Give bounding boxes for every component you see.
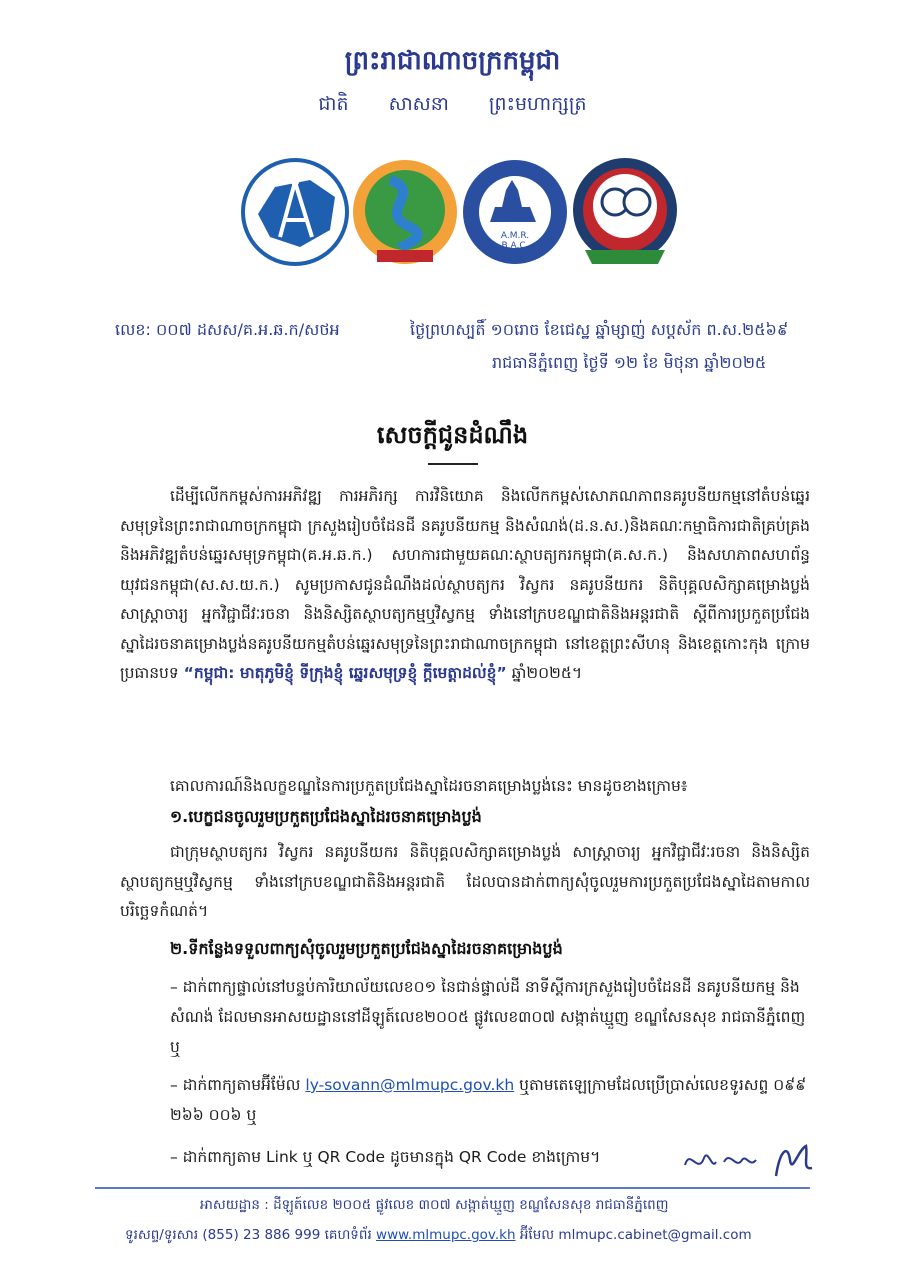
submission-bullet-qr: – ដាក់ពាក្យតាម Link ឬ QR Code ដូចមានក្នុង QR Code ខាងក្រោម។ bbox=[170, 1148, 601, 1166]
cambodia-map-compass-logo bbox=[243, 160, 347, 264]
angkor-bac-logo bbox=[463, 160, 567, 264]
motto-king: ព្រះមហាក្សត្រ bbox=[488, 93, 587, 115]
section1-heading: ១.បេក្ខជនចូលរួមប្រកួតប្រជែងស្នាដៃរចនាគម្រោងប្លង់ bbox=[170, 807, 482, 826]
section1-body: ជាក្រុមស្ថាបត្យករ វិស្វករ នគរូបនីយករ និតិបុគ្គលសិក្សាគម្រោងប្លង់ សាស្ត្រាចារ្យ អ្នកវិជ្ជាជីវៈរចនា និងនិស្សិតស្ថាបត្យកម្មឬវិស្វកម្ម ទាំងនៅក្របខណ្ឌជាតិនិងអន្តរជាតិ ដែលបានដាក់ពាក្យសុំចូលរួមការប្រកួតប្រជែងស្នាដៃតាមកាលបរិច្ឆេទកំណត់។ bbox=[120, 843, 810, 920]
footer-contacts bbox=[125, 1226, 752, 1246]
section2-heading: ២.ទីកន្លែងទទួលពាក្យសុំចូលរួមប្រកួតប្រជែងស្នាដៃរចនាគម្រោងប្លង់ bbox=[170, 939, 563, 958]
email-label: អ៊ីមែល bbox=[519, 1227, 555, 1243]
motto-nation: ជាតិ bbox=[318, 93, 349, 115]
lunar-date: ថ្ងៃព្រហស្បតិ៍ ១០រោច ខែជេស្ឋ ឆ្នាំម្សាញ់ សប្តស័ក ព.ស.២៥៦៩ bbox=[410, 320, 789, 339]
intro-paragraph bbox=[120, 482, 810, 689]
intro-body: ដើម្បីលើកកម្ពស់ការអភិវឌ្ឍ ការអភិរក្ស ការវិនិយោគ និងលើកកម្ពស់សោភណភាពនគរូបនីយកម្មនៅតំបន់ឆ្នេរសមុទ្រនៃព្រះរាជាណាចក្រកម្ពុជា ក្រសួងរៀបចំដែនដី នគរូបនីយកម្ម និងសំណង់(ដ.ន.ស.)និងគណៈកម្មាធិការជាតិគ្រប់គ្រងនិងអភិវឌ្ឍតំបន់ឆ្នេរសមុទ្រកម្ពុជា(គ.អ.ឆ.ក.) សហការជាមួយគណៈស្ថាបត្យករកម្ពុជា(គ.ស.ក.) និងសហភាពសហព័ន្ធយុវជនកម្ពុជា(ស.ស.យ.ក.) សូមប្រកាសជូនដំណឹងដល់ស្ថាបត្យករ វិស្វករ នគរូបនីយករ និតិបុគ្គលសិក្សាគម្រោងប្លង់ សាស្ត្រាចារ្យ អ្នកវិជ្ជាជីវៈរចនា និងនិស្សិតស្ថាបត្យកម្មឬវិស្វកម្ម ទាំងនៅក្របខណ្ឌជាតិនិងអន្តរជាតិ ស្តីពីការប្រកួតប្រជែងស្នាដៃរចនាគម្រោងប្លង់នគរូបនីយកម្មតំបន់ឆ្នេរសមុទ្រនៃព្រះរាជាណាចក្រកម្ពុជា នៅខេត្តព្រះសីហនុ និងខេត្តកោះកុង ក្រោមប្រធានបទ bbox=[120, 487, 810, 682]
bac-letters: B.A.C. bbox=[501, 241, 529, 251]
intro-year: ឆ្នាំ២០២៥។ bbox=[511, 664, 583, 682]
page-title: សេចក្តីជូនដំណឹង bbox=[376, 421, 529, 449]
architects-association-logo bbox=[573, 158, 677, 264]
website-link[interactable]: www.mlmupc.gov.kh bbox=[376, 1227, 516, 1243]
competition-theme: “កម្ពុជា: មាតុភូមិខ្ញុំ ទីក្រុងខ្ញុំ ឆ្នេរសមុទ្រខ្ញុំ ក្តីមេត្តាដល់ខ្ញុំ” bbox=[183, 664, 507, 682]
phone-number: (855) 23 886 999 bbox=[202, 1227, 321, 1243]
submission-bullet-email bbox=[170, 1070, 810, 1130]
submission-bullet-in-person: – ដាក់ពាក្យផ្ទាល់នៅបន្ទប់ការិយាល័យលេខ០១ នៃជាន់ផ្ទាល់ដី នាទីស្តីការក្រសួងរៀបចំដែនដី នគរូបនីយកម្ម និងសំណង់ ដែលមានអាសយដ្ឋាននៅដីឡូត៍លេខ២០០៥ ផ្លូវលេខ៣០៧ សង្កាត់ឃ្មួញ ខណ្ឌសែនសុខ រាជធានីភ្នំពេញ ឬ bbox=[170, 978, 806, 1056]
city-date: រាជធានីភ្នំពេញ ថ្ងៃទី ១២ ខែ មិថុនា ឆ្នាំ២០២៥ bbox=[492, 353, 767, 372]
reference-number: លេខ: ០០៧ ដសស/គ.អ.ឆ.ក/សថអ bbox=[115, 320, 340, 339]
email-bullet-suffix: ឬតាមតេឡេក្រាមដែលប្រើប្រាស់លេខទូរសព្ទ ០៩៩ ២៦៦ ០០៦ ឬ bbox=[170, 1076, 807, 1124]
website-label: គេហទំព័រ bbox=[324, 1227, 372, 1243]
principle-line: គោលការណ៍និងលក្ខខណ្ឌនៃការប្រកួតប្រជែងស្នាដៃរចនាគម្រោងប្លង់នេះ មានដូចខាងក្រោម៖ bbox=[170, 777, 688, 795]
motto bbox=[80, 92, 825, 120]
contact-email-link[interactable]: ly-sovann@mlmupc.gov.kh bbox=[305, 1076, 515, 1094]
coastal-committee-logo bbox=[353, 160, 457, 264]
cabinet-email: mlmupc.cabinet@gmail.com bbox=[558, 1227, 752, 1243]
phone-label: ទូរសព្ទ/ទូរសារ bbox=[125, 1227, 199, 1243]
footer-address: អាសយដ្ឋាន : ដីឡូត៍លេខ ២០០៥ ផ្លូវលេខ ៣០៧ សង្កាត់ឃ្មួញ ខណ្ឌសែនសុខ រាជធានីភ្នំពេញ bbox=[200, 1197, 669, 1213]
motto-religion: សាសនា bbox=[388, 93, 449, 115]
partner-logos bbox=[240, 152, 680, 272]
email-bullet-prefix: – ដាក់ពាក្យតាមអ៊ីម៉ែល bbox=[170, 1076, 301, 1094]
signature-marks bbox=[680, 1140, 820, 1182]
footer-divider bbox=[95, 1187, 810, 1189]
kingdom-heading: ព្រះរាជាណាចក្រកម្ពុជា bbox=[344, 46, 561, 76]
svg-text:A.M.R.: A.M.R. bbox=[500, 231, 530, 241]
title-underline bbox=[428, 463, 478, 465]
